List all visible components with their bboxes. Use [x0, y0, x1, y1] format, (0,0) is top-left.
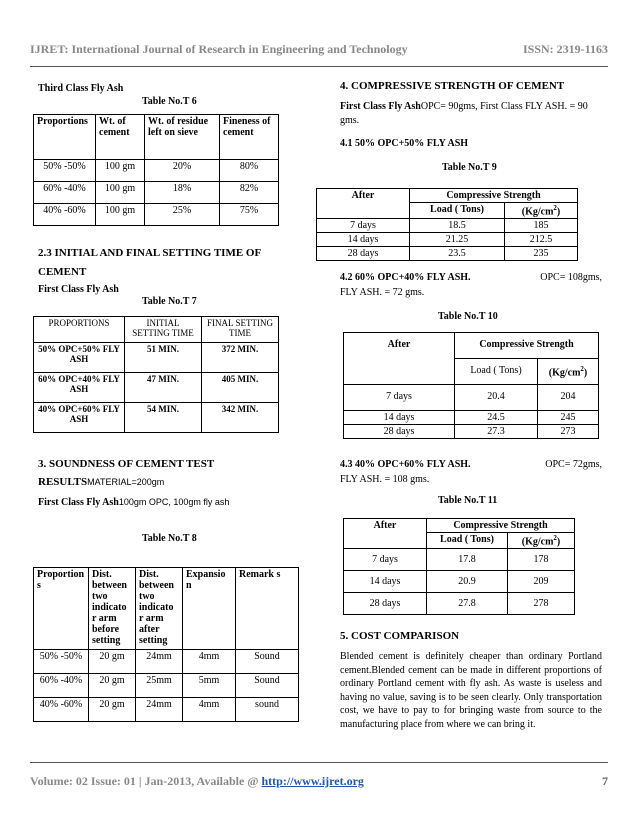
- footer-rule: [30, 762, 608, 763]
- section-2-3-heading: 2.3 INITIAL AND FINAL SETTING TIME OF CEMENT: [38, 247, 261, 278]
- table-cell: 7 days: [317, 219, 410, 233]
- table-row: [34, 403, 279, 433]
- table-cell: 14 days: [317, 233, 410, 247]
- table7-title: Table No.T 7: [142, 296, 197, 307]
- results-label: RESULTS: [38, 476, 88, 488]
- table-row: [344, 385, 599, 411]
- table-cell: 27.8: [427, 593, 508, 615]
- table-cell: 40% -60%: [34, 204, 96, 226]
- table-header-cell: Proportion s: [34, 568, 89, 650]
- table-header-cell: After: [344, 519, 427, 549]
- table-header-cell: Load ( Tons): [455, 359, 538, 385]
- table-cell: 20 gm: [89, 698, 136, 722]
- kg-label: (Kg/cm: [548, 367, 581, 379]
- table-header-cell: FINAL SETTING TIME: [202, 317, 279, 343]
- table-cell: 50% -50%: [34, 160, 96, 182]
- table-row: [344, 593, 575, 615]
- material-note: MATERIAL=200gm: [87, 477, 165, 487]
- table-cell: 28 days: [344, 425, 455, 439]
- table-header-cell: After: [317, 189, 410, 219]
- table-cell: 5mm: [183, 674, 236, 698]
- section-5-paragraph: Blended cement is definitely cheaper than ordinary Portland cement.Blended cement can be made in different proportions of ordinary Portland cement with fly ash. As waste is useless and having no value, saving is to be seen clearly. Only transportation cost, we have to pay to for bringing waste from source to the manufacturing place from where we can bring it.: [340, 651, 602, 730]
- table-cell: 20 gm: [89, 650, 136, 674]
- table-header-cell: Load ( Tons): [427, 533, 508, 549]
- table-header-cell: $(Kg/cm^2)$: [508, 533, 575, 549]
- table-row: [317, 219, 578, 233]
- table-cell: 185: [505, 219, 578, 233]
- section-4-2-opc: OPC= 108gms,: [540, 272, 602, 283]
- page-number: 7: [602, 774, 608, 788]
- table-cell: 20%: [145, 160, 220, 182]
- first-class-desc: 100gm OPC, 100gm fly ash: [118, 497, 230, 507]
- table-cell: 23.5: [410, 247, 505, 261]
- table-cell: 51 MIN.: [125, 343, 202, 373]
- table-header-cell: Compressive Strength: [410, 189, 578, 203]
- table-cell: 100 gm: [96, 160, 145, 182]
- table-cell: 204: [538, 385, 599, 411]
- table-row: [34, 698, 299, 722]
- table-7: [33, 316, 279, 433]
- table-cell: 100 gm: [96, 204, 145, 226]
- table-cell: 100 gm: [96, 182, 145, 204]
- table-cell: 82%: [220, 182, 279, 204]
- section-3-results-line: [38, 476, 164, 488]
- table-cell: Sound: [236, 674, 299, 698]
- table-header-cell: Compressive Strength: [455, 333, 599, 359]
- table-cell: 54 MIN.: [125, 403, 202, 433]
- section-5-heading: 5. COST COMPARISON: [340, 630, 460, 642]
- table-header-cell: Load ( Tons): [410, 203, 505, 219]
- table-11: [343, 518, 575, 615]
- table-cell: 235: [505, 247, 578, 261]
- table-cell: 80%: [220, 160, 279, 182]
- table-row: [317, 247, 578, 261]
- table-row: [344, 549, 575, 571]
- table-cell: 278: [508, 593, 575, 615]
- table-cell: 178: [508, 549, 575, 571]
- table-cell: 25mm: [136, 674, 183, 698]
- section-4-1-heading: 4.1 50% OPC+50% FLY ASH: [340, 138, 469, 149]
- table-cell: 342 MIN.: [202, 403, 279, 433]
- table-row: [34, 160, 279, 182]
- table-header-cell: Fineness of cement: [220, 115, 279, 160]
- table9-title: Table No.T 9: [442, 162, 497, 173]
- first-class-title: First Class Fly Ash: [38, 284, 119, 295]
- table-row: [34, 343, 279, 373]
- kg-label: (Kg/cm: [521, 206, 554, 218]
- table-10: [343, 332, 599, 439]
- section-4-2-fly: FLY ASH. = 72 gms.: [340, 287, 425, 298]
- table-cell: 60% -40%: [34, 674, 89, 698]
- table-cell: 24mm: [136, 650, 183, 674]
- table-cell: 50% OPC+50% FLY ASH: [34, 343, 125, 373]
- table-cell: 21.25: [410, 233, 505, 247]
- table-cell: 245: [538, 411, 599, 425]
- table-header-cell: Expansio n: [183, 568, 236, 650]
- table-9: [316, 188, 578, 261]
- third-class-title: Third Class Fly Ash: [38, 83, 124, 94]
- table-cell: 47 MIN.: [125, 373, 202, 403]
- first-class-line: [38, 497, 229, 508]
- table-cell: 17.8: [427, 549, 508, 571]
- table-cell: 18%: [145, 182, 220, 204]
- table-cell: 7 days: [344, 549, 427, 571]
- table-cell: 4mm: [183, 650, 236, 674]
- table-cell: 40% OPC+60% FLY ASH: [34, 403, 125, 433]
- table-cell: 372 MIN.: [202, 343, 279, 373]
- table-cell: 7 days: [344, 385, 455, 411]
- table-row: [344, 411, 599, 425]
- table-row: [34, 182, 279, 204]
- section-4-intro: [340, 100, 602, 128]
- table-row: [34, 650, 299, 674]
- table8-title: Table No.T 8: [142, 533, 197, 544]
- table-cell: 4mm: [183, 698, 236, 722]
- table-cell: 20 gm: [89, 674, 136, 698]
- section-4-3-opc: OPC= 72gms,: [545, 459, 602, 470]
- table-cell: 18.5: [410, 219, 505, 233]
- table-cell: 40% -60%: [34, 698, 89, 722]
- table-cell: 75%: [220, 204, 279, 226]
- table-row: [344, 571, 575, 593]
- table-header-cell: $(Kg/cm^2)$: [538, 359, 599, 385]
- section-4-2-heading: 4.2 60% OPC+40% FLY ASH.: [340, 272, 471, 283]
- section-4-2-line: [340, 272, 602, 283]
- table-header-cell: Wt. of cement: [96, 115, 145, 160]
- table-row: [34, 204, 279, 226]
- table-header-cell: $(Kg/cm^2)$: [505, 203, 578, 219]
- table-header-cell: Proportions: [34, 115, 96, 160]
- table-cell: 273: [538, 425, 599, 439]
- section-4-intro-label: First Class Fly Ash: [340, 101, 421, 112]
- table-cell: 60% -40%: [34, 182, 96, 204]
- section-4-heading: 4. COMPRESSIVE STRENGTH OF CEMENT: [340, 80, 565, 92]
- issn: ISSN: 2319-1163: [522, 42, 608, 56]
- table-cell: sound: [236, 698, 299, 722]
- table-8: [33, 567, 299, 722]
- table-row: [317, 233, 578, 247]
- table10-title: Table No.T 10: [438, 311, 498, 322]
- volume-info: Volume: 02 Issue: 01 | Jan-2013, Available @: [30, 774, 262, 788]
- table-header-cell: After: [344, 333, 455, 385]
- first-class-label: First Class Fly Ash: [38, 497, 119, 508]
- table-cell: 405 MIN.: [202, 373, 279, 403]
- journal-title: IJRET: International Journal of Research in Engineering and Technology: [30, 42, 408, 56]
- section-4-intro-text: OPC= 90gms, First Class FLY ASH. = 90 gms.: [340, 101, 588, 126]
- journal-link[interactable]: http://www.ijret.org: [261, 774, 364, 788]
- section-4-3-line: [340, 459, 602, 470]
- table11-title: Table No.T 11: [438, 495, 498, 506]
- section-4-3-fly: FLY ASH. = 108 gms.: [340, 474, 430, 485]
- table-cell: 28 days: [317, 247, 410, 261]
- table-cell: 50% -50%: [34, 650, 89, 674]
- table-row: [34, 373, 279, 403]
- section-4-3-heading: 4.3 40% OPC+60% FLY ASH.: [340, 459, 471, 470]
- table-cell: 28 days: [344, 593, 427, 615]
- section-3-heading: 3. SOUNDNESS OF CEMENT TEST: [38, 458, 215, 470]
- footer-text: [30, 774, 364, 789]
- table-header-cell: Wt. of residue left on sieve: [145, 115, 220, 160]
- table-row: [34, 674, 299, 698]
- table-6: [33, 114, 279, 226]
- table-cell: 24mm: [136, 698, 183, 722]
- table-header-cell: Dist. between two indicato r arm before setting: [89, 568, 136, 650]
- table-header-cell: INITIAL SETTING TIME: [125, 317, 202, 343]
- kg-label: (Kg/cm: [521, 536, 554, 548]
- table-cell: 14 days: [344, 411, 455, 425]
- table-header-cell: Remark s: [236, 568, 299, 650]
- table-header-cell: PROPORTIONS: [34, 317, 125, 343]
- table-header-cell: Compressive Strength: [427, 519, 575, 533]
- table6-title: Table No.T 6: [142, 96, 197, 107]
- table-cell: 209: [508, 571, 575, 593]
- header-rule: [30, 66, 608, 67]
- table-cell: 27.3: [455, 425, 538, 439]
- table-header-cell: Dist. between two indicato r arm after setting: [136, 568, 183, 650]
- table-cell: 24.5: [455, 411, 538, 425]
- table-cell: Sound: [236, 650, 299, 674]
- table-cell: 14 days: [344, 571, 427, 593]
- table-cell: 20.4: [455, 385, 538, 411]
- table-cell: 212.5: [505, 233, 578, 247]
- table-cell: 20.9: [427, 571, 508, 593]
- table-cell: 60% OPC+40% FLY ASH: [34, 373, 125, 403]
- table-cell: 25%: [145, 204, 220, 226]
- table-row: [344, 425, 599, 439]
